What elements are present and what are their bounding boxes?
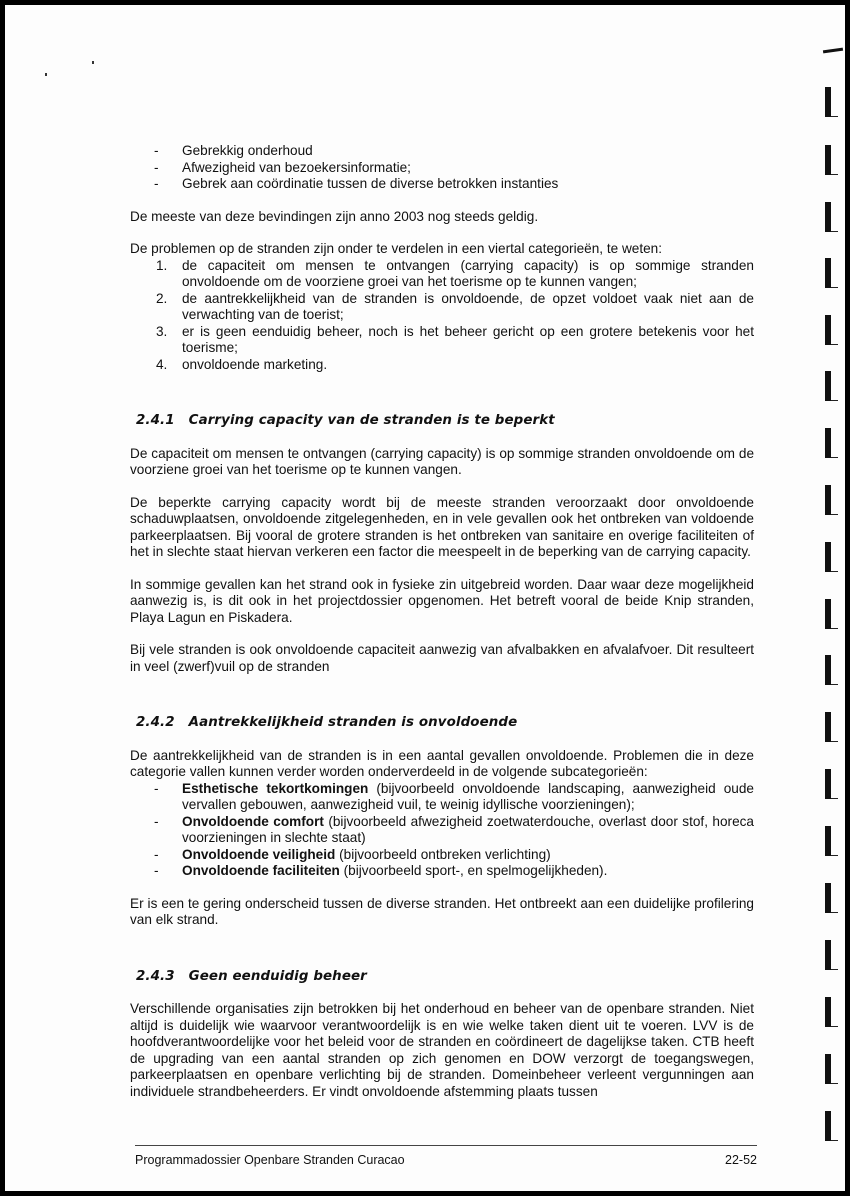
- scan-mark: [825, 940, 831, 970]
- scan-mark: [825, 997, 831, 1027]
- scan-mark: [825, 258, 831, 288]
- scan-mark: [825, 371, 831, 401]
- section-heading-2-4-1: 2.4.1 Carrying capacity van de stranden is te beperkt: [136, 413, 555, 428]
- page-content: [130, 143, 754, 1116]
- list-item: - Onvoldoende veiligheid (bijvoorbeeld ontbreken verlichting): [154, 846, 551, 862]
- scan-mark: [825, 712, 831, 742]
- list-item: - Onvoldoende comfort (bijvoorbeeld afwezigheid zoetwaterdouche, overlast door stof, horeca voorzieningen in slechte staat): [154, 813, 754, 845]
- paragraph: De capaciteit om mensen te ontvangen (carrying capacity) is op sommige stranden onvoldoende om de voorziene groei van het toerisme op te kunnen vangen.: [130, 445, 754, 477]
- page-number: 22-52: [725, 1153, 757, 1167]
- footer-title: Programmadossier Openbare Stranden Curacao: [135, 1153, 405, 1167]
- paragraph: Verschillende organisaties zijn betrokken bij het onderhoud en beheer van de openbare stranden. Niet altijd is duidelijk wie waarvoor verantwoordelijk is en wie welke taken dient uit te voeren. LVV is de hoofdverantwoordelijke voor het beleid voor de stranden en coördineert de dagelijkse taken. CTB heeft de upgrading van een aantal stranden op zich genomen en DOW verzorgt de toegangswegen, parkeerplaatsen en openbare verlichting bij de stranden. Domeinbeheer verleent vergunningen aan individuele strandbeheerders. Er vindt onvoldoende afstemming plaats tussen: [130, 1001, 754, 1099]
- subcategory-list: [130, 781, 754, 880]
- section-heading-2-4-2: 2.4.2 Aantrekkelijkheid stranden is onvoldoende: [136, 715, 518, 730]
- scan-mark: [825, 202, 831, 232]
- list-item: 1. de capaciteit om mensen te ontvangen (carrying capacity) is op sommige stranden onvoldoende om de voorziene groei van het toerisme op te kunnen vangen;: [156, 257, 754, 289]
- scan-mark: [825, 145, 831, 175]
- list-item: - Esthetische tekortkomingen (bijvoorbeeld onvoldoende landscaping, aanwezigheid oude vervallen gebouwen, aanwezigheid vuil, te weinig idyllische voorzieningen);: [154, 780, 754, 812]
- scan-mark: [825, 826, 831, 856]
- scan-mark: [825, 1054, 831, 1084]
- page-footer: [135, 1145, 757, 1167]
- scan-mark: [825, 883, 831, 913]
- paragraph: De aantrekkelijkheid van de stranden is in een aantal gevallen onvoldoende. Problemen die in deze categorie vallen kunnen verder worden onderverdeeld in de volgende subcategorieën:: [130, 747, 754, 779]
- paragraph: De problemen op de stranden zijn onder te verdelen in een viertal categorieën, te weten:: [130, 241, 663, 256]
- paragraph: Bij vele stranden is ook onvoldoende capaciteit aanwezig van afvalbakken en afvalafvoer. Dit resulteert in veel (zwerf)vuil op de stranden: [130, 642, 754, 674]
- list-item: - Onvoldoende faciliteiten (bijvoorbeeld sport-, en spelmogelijkheden).: [154, 863, 608, 878]
- scan-mark: [825, 1111, 831, 1141]
- paragraph: Er is een te gering onderscheid tussen de diverse stranden. Het ontbreekt aan een duidelijke profilering van elk strand.: [130, 895, 754, 927]
- scan-mark: [825, 315, 831, 345]
- scan-mark: [825, 599, 831, 629]
- list-item: - Gebrek aan coördinatie tussen de diverse betrokken instanties: [154, 176, 559, 191]
- document-page: [5, 5, 845, 1191]
- list-item: - Afwezigheid van bezoekersinformatie;: [154, 159, 411, 175]
- paragraph: De meeste van deze bevindingen zijn anno 2003 nog steeds geldig.: [130, 208, 539, 224]
- list-item: - Gebrekkig onderhoud: [154, 143, 313, 158]
- list-item: 4. onvoldoende marketing.: [156, 356, 328, 372]
- scan-mark: [825, 87, 831, 117]
- intro-bullet-list: [130, 143, 754, 193]
- scan-mark: [825, 655, 831, 685]
- section-heading-2-4-3: 2.4.3 Geen eenduidig beheer: [136, 968, 367, 984]
- list-item: 3. er is geen eenduidig beheer, noch is het beheer gericht op een grotere betekenis voor het toerisme;: [156, 323, 754, 355]
- scan-speck: [45, 73, 47, 76]
- paragraph: In sommige gevallen kan het strand ook in fysieke zin uitgebreid worden. Daar waar deze mogelijkheid aanwezig is, is dit ook in het projectdossier opgenomen. Het betreft vooral de beide Knip stranden, Playa Lagun en Piskadera.: [130, 576, 754, 625]
- scan-speck: [92, 61, 94, 64]
- scan-mark: [825, 485, 831, 515]
- category-list: [130, 258, 754, 374]
- scan-mark: [825, 769, 831, 799]
- paragraph: De beperkte carrying capacity wordt bij de meeste stranden veroorzaakt door onvoldoende schaduwplaatsen, onvoldoende zitgelegenheden, en in vele gevallen ook het ontbreken van voldoende parkeerplaatsen. Bij vooral de grotere stranden is het ontbreken van sanitaire en overige faciliteiten of het in slechte staat hiervan verkeren een factor die meespeelt in de beperking van de carrying capacity.: [130, 494, 754, 559]
- list-item: 2. de aantrekkelijkheid van de stranden is onvoldoende, de opzet voldoet vaak niet aan de verwachting van de toerist;: [156, 290, 754, 322]
- scan-mark: [825, 428, 831, 458]
- scan-mark: [825, 542, 831, 572]
- scan-mark: [823, 48, 843, 54]
- binding-margin-marks: [815, 5, 845, 1191]
